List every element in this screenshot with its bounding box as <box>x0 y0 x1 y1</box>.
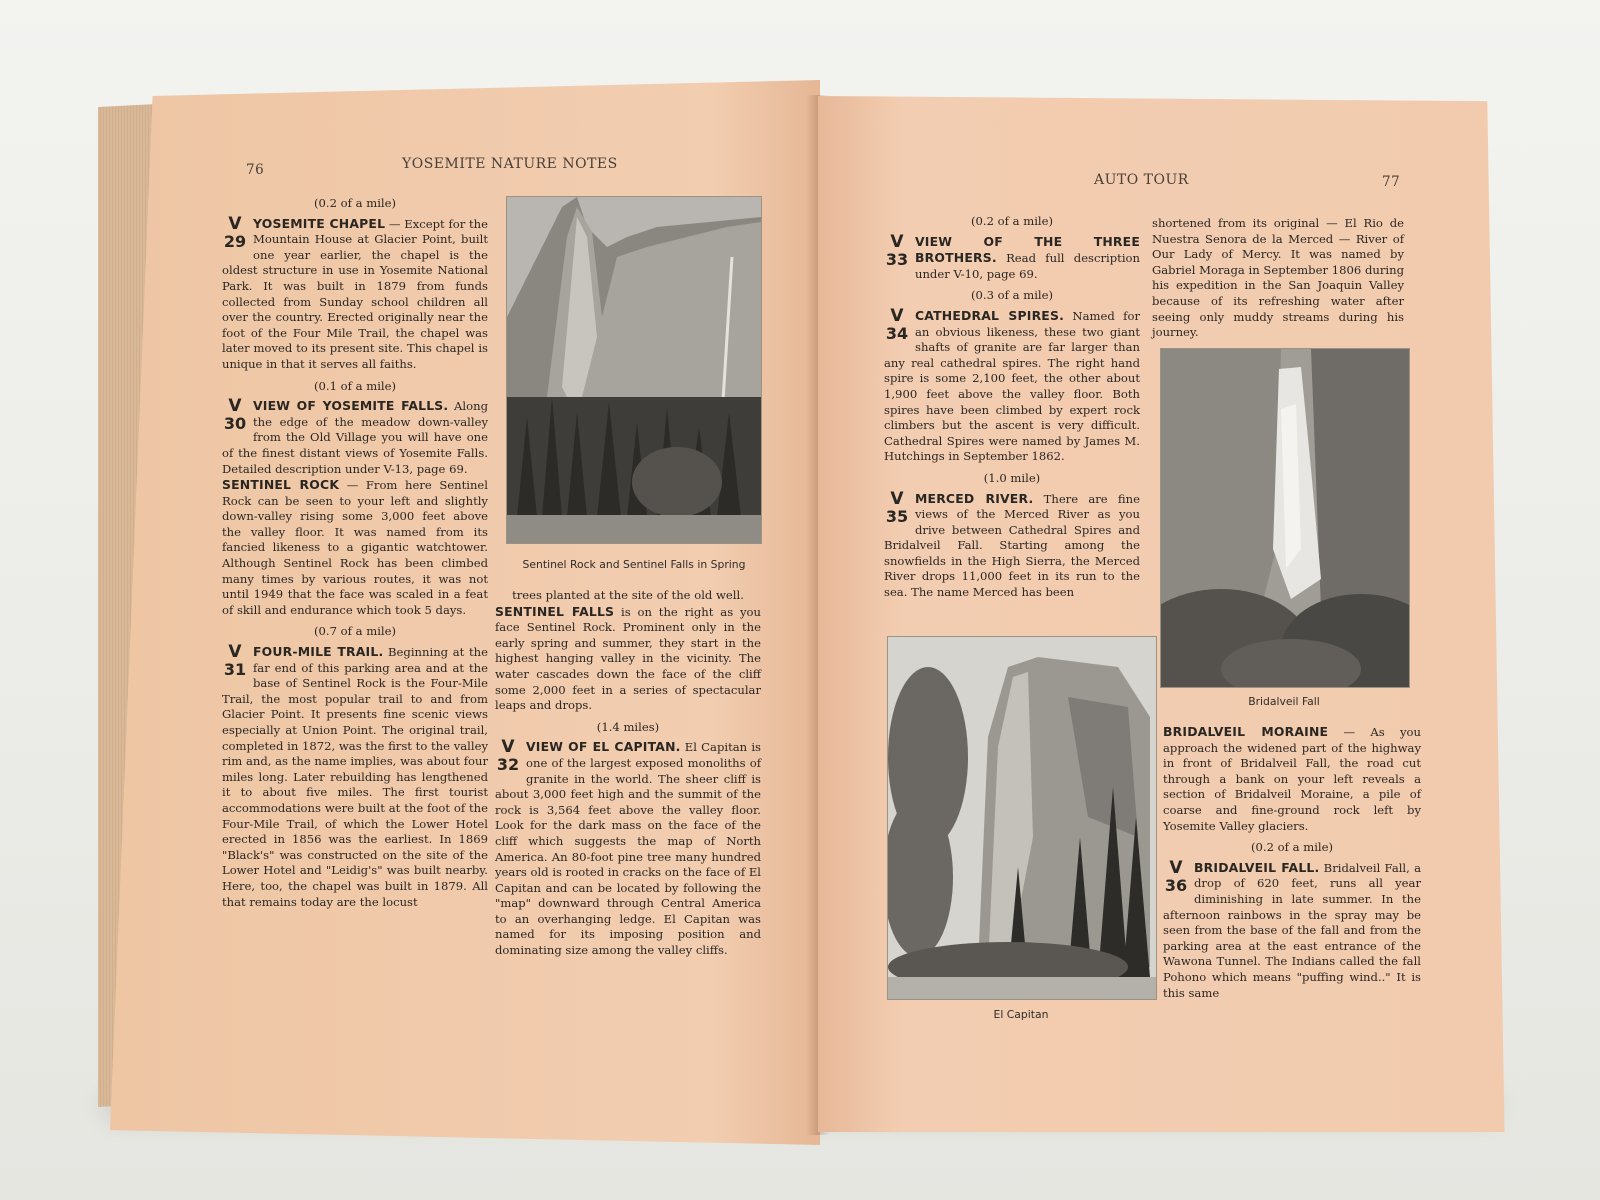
v-marker: V <box>228 642 242 663</box>
el-capitan-caption: El Capitan <box>993 1008 1049 1021</box>
page-number-right: 77 <box>1382 174 1401 190</box>
distance-label: (0.3 of a mile) <box>971 288 1053 303</box>
tour-stop-35 <box>884 488 1140 601</box>
tour-stop-34 <box>884 305 1140 465</box>
distance-label: (0.2 of a mile) <box>1251 840 1333 855</box>
left-page-column-2 <box>495 588 761 959</box>
tour-stop-33 <box>884 231 1140 283</box>
section-title: SENTINEL FALLS <box>495 603 615 619</box>
distance-label: (0.7 of a mile) <box>314 624 396 639</box>
tour-stop-31 <box>222 644 488 910</box>
section-title: SENTINEL ROCK <box>222 477 340 493</box>
v-marker: V <box>501 737 515 758</box>
stop-number: 36 <box>1164 875 1188 895</box>
stop-text: Bridalveil Fall, a drop of 620 feet, runs all year diminishing in late summer. In the afternoon rainbows in the spray may be seen from the base of the fall and from the parking area at the east entrance of the Wawona Tunnel. The Indians called the fall Pohono which means "puffing wind.." It is this same <box>1163 860 1421 1000</box>
tour-stop-32 <box>495 739 761 958</box>
stop-marker <box>495 739 521 773</box>
page-number-left: 76 <box>246 162 265 178</box>
distance-label: (0.2 of a mile) <box>971 214 1053 228</box>
stop-title: VIEW OF THE THREE BROTHERS. <box>915 233 1140 266</box>
bridalveil-fall-photo <box>1160 348 1410 688</box>
stop-number: 30 <box>223 414 247 434</box>
stop-text: Named for an obvious likeness, these two giant shafts of granite are far larger than any real cathedral spires. The right hand spire is some 2,100 feet, the other about 1,900 feet above the valley floor. Both spires have been climbed by expert rock climbers but the ascent is very difficult. Cathedral Spires were named by James M. Hutchings in September 1862. <box>884 308 1140 464</box>
sentinel-rock-photo <box>506 196 762 544</box>
stop-number: 35 <box>885 506 909 526</box>
stop-number: 31 <box>223 660 247 680</box>
stop-marker <box>222 644 248 678</box>
stop-text: There are fine views of the Merced River as you drive between Cathedral Spires and Bridalveil Fall. Starting among the snowfields in the High Sierra, the Merced River drops 11,000 feet in its run to the sea. The name Merced has been <box>884 491 1140 600</box>
stop-title: YOSEMITE CHAPEL <box>253 215 386 231</box>
bridalveil-fall-illustration <box>1161 349 1409 687</box>
stop-title: BRIDALVEIL FALL. <box>1194 859 1320 875</box>
tour-stop-36 <box>1163 857 1421 1001</box>
stop-title: MERCED RIVER. <box>915 490 1034 506</box>
stop-title: CATHEDRAL SPIRES. <box>915 307 1065 323</box>
v-marker: V <box>890 231 904 252</box>
section-text: is on the right as you face Sentinel Rock. Prominent only in the early spring and summer, they start in the highest hanging valley in the vicinity. The water cascades down the face of the cliff some 2,000 feet in a series of spectacular leaps and drops. <box>495 604 761 713</box>
stop-text: Beginning at the far end of this parking area and at the base of Sentinel Rock is the Four-Mile Trail, the most popular trail to and from Glacier Point. It presents fine scenic views especially at Union Point. The original trail, completed in 1872, was the first to the valley rim and, as the name implies, was about four miles long. Later rebuilding has lengthened it to about five miles. The first tourist accommodations were built at the foot of the Four-Mile Trail, of which the Lower Hotel erected in 1856 was the earliest. In 1869 "Black's" was constructed on the site of the Lower Hotel and "Leidig's" was built nearby. Here, too, the chapel was built in 1879. All that remains today are the locust <box>222 645 489 909</box>
stop-marker <box>884 231 910 269</box>
stop-title: VIEW OF EL CAPITAN. <box>526 739 681 755</box>
stop-marker <box>1163 857 1189 895</box>
left-page-column-1 <box>222 194 488 910</box>
distance-label: (0.2 of a mile) <box>314 196 396 210</box>
right-page-column-2-bottom <box>1163 724 1421 1001</box>
stop-text: Along the edge of the meadow down-valley from the Old Village you will have one of the finest distant views of Yosemite Falls. Detailed description under V-13, page 69. <box>222 399 488 476</box>
distance-label: (0.1 of a mile) <box>314 378 396 393</box>
stop-marker <box>884 305 910 343</box>
merced-continued-text: shortened from its original — El Rio de Nuestra Senora de la Merced — River of Our Lady of Mercy. It was named by Gabriel Moraga in September 1806 during his expedition in the San Joaquin Valley because of its refreshing water after seeing only muddy streams during his journey. <box>1152 216 1404 340</box>
running-head-left: YOSEMITE NATURE NOTES <box>402 156 618 172</box>
v-marker: V <box>1169 857 1183 878</box>
sentinel-falls-paragraph <box>495 604 761 714</box>
sentinel-rock-caption: Sentinel Rock and Sentinel Falls in Spring <box>522 558 746 571</box>
v-marker: V <box>890 305 904 326</box>
distance-label: (1.4 miles) <box>596 719 660 734</box>
stop-number: 34 <box>885 323 909 343</box>
stop-title: VIEW OF YOSEMITE FALLS. <box>253 398 449 414</box>
stop-text: El Capitan is one of the largest exposed monoliths of granite in the world. The sheer cliff is about 3,000 feet high and the summit of the rock is 3,564 feet above the valley floor. Look for the dark mass on the face of the cliff which suggests the map of North America. An 80-foot pine tree many hundred years old is rooted in cracks on the face of El Capitan and can be located by following the "map" downward through Central America to an overhanging ledge. El Capitan was named for its imposing position and dominating size among the valley cliffs. <box>495 740 761 958</box>
right-page-column-1 <box>884 212 1140 601</box>
sentinel-rock-paragraph <box>222 477 488 618</box>
stop-marker <box>222 213 248 251</box>
stop-text: Read full description under V-10, page 69. <box>915 251 1140 281</box>
stop-number: 32 <box>496 755 520 775</box>
stop-title: FOUR-MILE TRAIL. <box>253 644 384 660</box>
continued-text: trees planted at the site of the old well. <box>512 588 744 602</box>
stop-number: 33 <box>885 249 909 269</box>
section-text: — From here Sentinel Rock can be seen to your left and slightly down-valley rising some 3,000 feet above the valley floor. It was named from its fancied likeness to a gigantic watchtower. Although Sentinel Rock has been climbed many times by various routes, it was not until 1949 that the face was scaled in a feat of skill and endurance which took 5 days. <box>222 478 488 617</box>
stop-number: 29 <box>223 231 247 251</box>
stop-marker <box>884 488 910 526</box>
v-marker: V <box>228 396 242 417</box>
stop-marker <box>222 398 248 432</box>
running-head-right: AUTO TOUR <box>1094 172 1189 188</box>
bridalveil-fall-caption: Bridalveil Fall <box>1248 695 1320 708</box>
tour-stop-29 <box>222 213 488 373</box>
stop-text: — Except for the Mountain House at Glacier Point, built one year earlier, the chapel is the oldest structure in use in Yosemite National Park. It was built in 1879 from funds collected from Sunday school children all over the country. Erected originally near the foot of the Four Mile Trail, the chapel was later moved to its present site. This chapel is unique in that it serves all faiths. <box>222 216 488 371</box>
v-marker: V <box>890 488 904 509</box>
v-marker: V <box>228 213 242 234</box>
sentinel-rock-illustration <box>507 197 761 543</box>
distance-label: (1.0 mile) <box>983 470 1041 485</box>
right-page-column-2-top <box>1152 216 1404 341</box>
bridalveil-moraine-paragraph <box>1163 724 1421 834</box>
tour-stop-30 <box>222 398 488 477</box>
section-title: BRIDALVEIL MORAINE <box>1163 724 1329 739</box>
el-capitan-photo <box>887 636 1157 1000</box>
section-text: — As you approach the widened part of the highway in front of Bridalveil Fall, the road cut through a bank on your left reveals a section of Bridalveil Moraine, a pile of coarse and fine-ground rock left by Yosemite Valley glaciers. <box>1163 725 1421 833</box>
el-capitan-illustration <box>888 637 1156 999</box>
